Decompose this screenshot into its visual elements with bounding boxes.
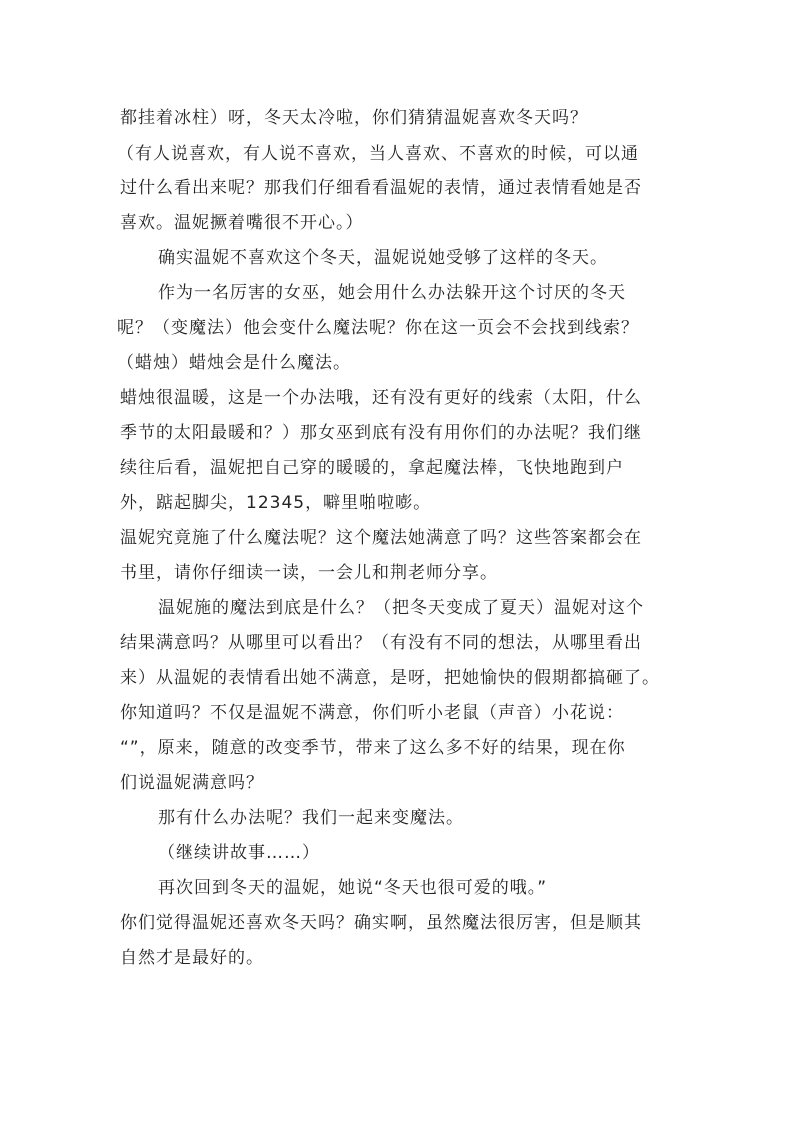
text-line: 你知道吗？不仅是温妮不满意，你们听小老鼠（声音）小花说： — [120, 703, 624, 723]
text-line: 自然才是最好的。 — [120, 948, 264, 968]
text-line: 来）从温妮的表情看出她不满意，是呀，把她愉快的假期都搞砸了。 — [120, 668, 660, 688]
text-line: 都挂着冰柱）呀，冬天太冷啦，你们猜猜温妮喜欢冬天吗？ — [120, 108, 588, 128]
text-line: 续往后看，温妮把自己穿的暖暖的，拿起魔法棒，飞快地跑到户 — [120, 458, 624, 478]
text-line: 确实温妮不喜欢这个冬天，温妮说她受够了这样的冬天。 — [158, 248, 608, 268]
text-line: 呢？（变魔法）他会变什么魔法呢？你在这一页会不会找到线索？ — [117, 318, 639, 338]
text-line: 季节的太阳最暖和？）那女巫到底有没有用你们的办法呢？我们继 — [120, 423, 642, 443]
text-line: 们说温妮满意吗？ — [120, 773, 264, 793]
text-line: 你们觉得温妮还喜欢冬天吗？确实啊，虽然魔法很厉害，但是顺其 — [120, 913, 642, 933]
text-line: 温妮施的魔法到底是什么？（把冬天变成了夏天）温妮对这个 — [158, 598, 644, 618]
text-line: （蜡烛）蜡烛会是什么魔法。 — [117, 353, 351, 373]
text-line: 蜡烛很温暖，这是一个办法哦，还有没有更好的线索（太阳，什么 — [120, 388, 642, 408]
text-line: 那有什么办法呢？我们一起来变魔法。 — [158, 808, 464, 828]
text-line: 书里，请你仔细读一读，一会儿和荆老师分享。 — [120, 563, 498, 583]
text-line: 再次回到冬天的温妮，她说“冬天也很可爱的哦。” — [158, 878, 548, 898]
text-line: 过什么看出来呢？那我们仔细看看温妮的表情，通过表情看她是否 — [120, 178, 642, 198]
text-line: 结果满意吗？从哪里可以看出？（有没有不同的想法，从哪里看出 — [120, 633, 642, 653]
text-line: （继续讲故事……） — [158, 843, 320, 863]
text-line: 外，踮起脚尖，12345，噼里啪啦嘭。 — [120, 493, 432, 513]
text-line: 作为一名厉害的女巫，她会用什么办法躲开这个讨厌的冬天 — [158, 283, 626, 303]
text-line: 喜欢。温妮撅着嘴很不开心。） — [120, 213, 364, 233]
text-line: “”，原来，随意的改变季节，带来了这么多不好的结果，现在你 — [120, 738, 626, 758]
text-line: 温妮究竟施了什么魔法呢？这个魔法她满意了吗？这些答案都会在 — [120, 528, 642, 548]
text-line: （有人说喜欢，有人说不喜欢，当人喜欢、不喜欢的时候，可以通 — [117, 144, 639, 164]
